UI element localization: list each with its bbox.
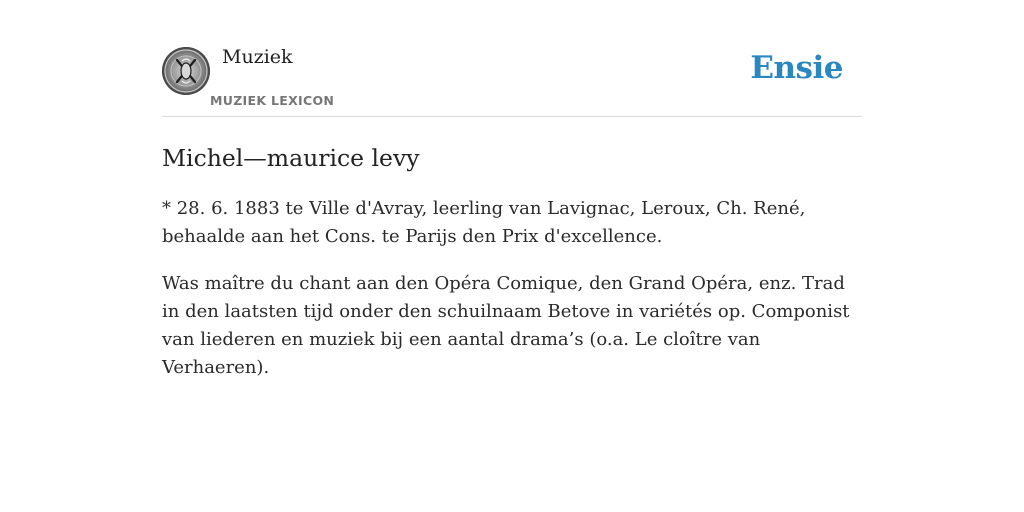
page-container xyxy=(162,0,862,382)
header xyxy=(162,0,862,117)
site-subtitle: MUZIEK LEXICON xyxy=(210,93,335,108)
music-emblem-icon[interactable] xyxy=(162,47,210,95)
brand-logo-link[interactable]: Ensie xyxy=(750,50,843,86)
site-name[interactable]: Muziek xyxy=(222,46,293,68)
article-title: Michel—maurice levy xyxy=(162,144,420,172)
article-paragraph: * 28. 6. 1883 te Ville d'Avray, leerling van Lavignac, Leroux, Ch. René, behaalde aan het Cons. te Parijs den Prix d'excellence. xyxy=(162,198,806,247)
article-paragraph: Was maître du chant aan den Opéra Comique, den Grand Opéra, enz. Trad in den laatsten tijd onder den schuilnaam Betove in variétés op. Componist van liederen en muziek bij een aantal drama’s (o.a. Le cloître van Verhaeren). xyxy=(162,273,850,378)
